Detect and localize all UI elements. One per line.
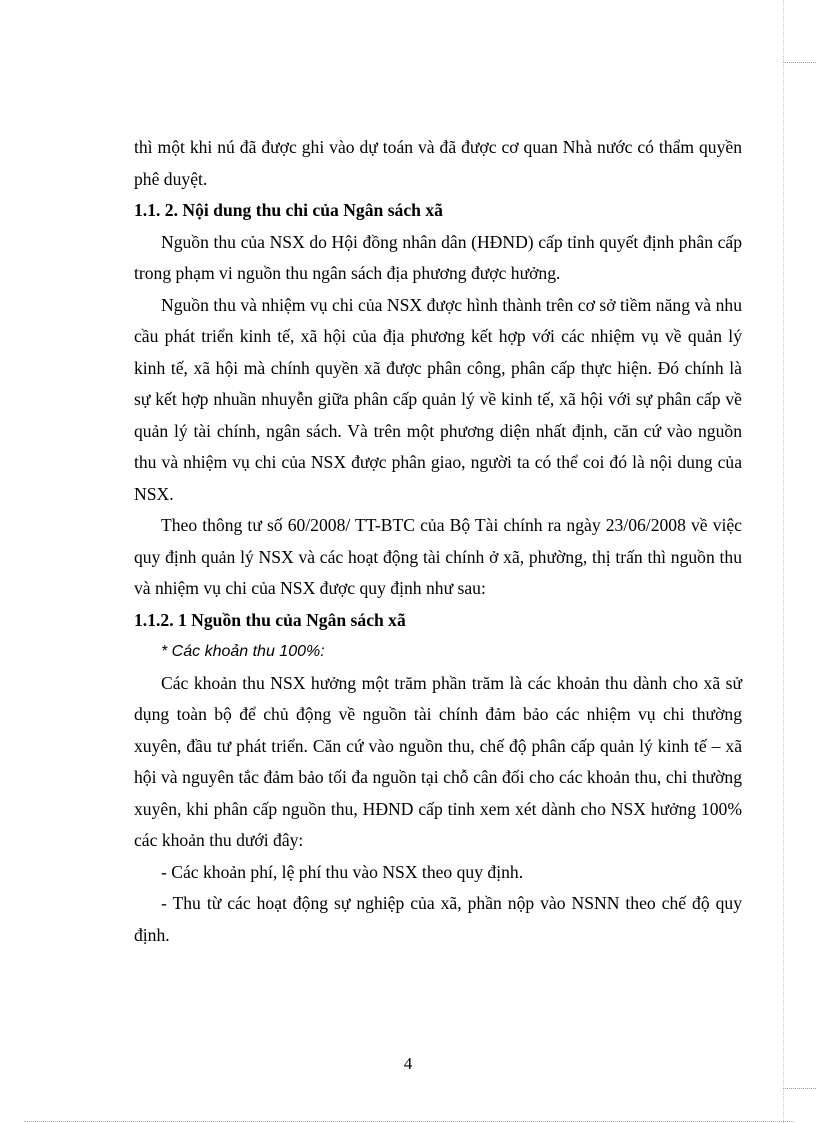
italic-note-full-revenue: * Các khoản thu 100%: <box>161 643 325 660</box>
paragraph-revenue-source: Nguồn thu của NSX do Hội đồng nhân dân (HĐND) cấp tỉnh quyết định phân cấp trong phạm vi nguồn thu ngân sách địa phương được hưởng. <box>134 231 742 283</box>
page-number: 4 <box>403 1054 413 1073</box>
paragraph-revenue-tasks: Nguồn thu và nhiệm vụ chi của NSX được hình thành trên cơ sở tiềm năng và nhu cầu phát triển kinh tế, xã hội của địa phương kết hợp với các nhiệm vụ về quản lý kinh tế, xã hội mà chính quyền xã được phân công, phân cấp thực hiện. Đó chính là sự kết hợp nhuần nhuyễn giữa phân cấp quản lý về kinh tế, xã hội với sự phân cấp về quản lý tài chính, ngân sách. Và trên một phương diện nhất định, căn cứ vào nguồn thu và nhiệm vụ chi của NSX được phân giao, người ta có thể coi đó là nội dung của NSX. <box>134 294 742 504</box>
paragraph-full-revenue: Các khoản thu NSX hưởng một trăm phần trăm là các khoản thu dành cho xã sử dụng toàn bộ để chủ động về nguồn tài chính đảm bảo các nhiệm vụ chi thường xuyên, đầu tư phát triển. Căn cứ vào nguồn thu, chế độ phân cấp quản lý kinh tế – xã hội và nguyên tắc đảm bảo tối đa nguồn tại chỗ cân đối cho các khoản thu, chi thường xuyên, khi phân cấp nguồn thu, HĐND cấp tỉnh xem xét dành cho NSX hưởng 100% các khoản thu dưới đây: <box>134 672 742 850</box>
margin-guide-vertical <box>783 0 784 1123</box>
margin-guide-tick <box>783 1088 816 1089</box>
margin-guide-tick <box>783 62 816 63</box>
paragraph-circular-reference: Theo thông tư số 60/2008/ TT-BTC của Bộ Tài chính ra ngày 23/06/2008 về việc quy định quản lý NSX và các hoạt động tài chính ở xã, phường, thị trấn thì nguồn thu và nhiệm vụ chi của NSX được quy định như sau: <box>134 515 742 598</box>
document-body <box>134 132 742 951</box>
subsection-heading-revenue: 1.1.2. 1 Nguồn thu của Ngân sách xã <box>134 609 406 630</box>
section-heading-content: 1.1. 2. Nội dung thu chi của Ngân sách xã <box>134 200 443 220</box>
list-item-fees: - Các khoản phí, lệ phí thu vào NSX theo quy định. <box>161 861 524 882</box>
page-bottom-rule <box>24 1121 794 1122</box>
paragraph-continuation: thì một khi nú đã được ghi vào dự toán và đã được cơ quan Nhà nước có thẩm quyền phê duyệt. <box>134 137 742 189</box>
list-item-service-activities: - Thu từ các hoạt động sự nghiệp của xã, phần nộp vào NSNN theo chế độ quy định. <box>134 893 742 945</box>
